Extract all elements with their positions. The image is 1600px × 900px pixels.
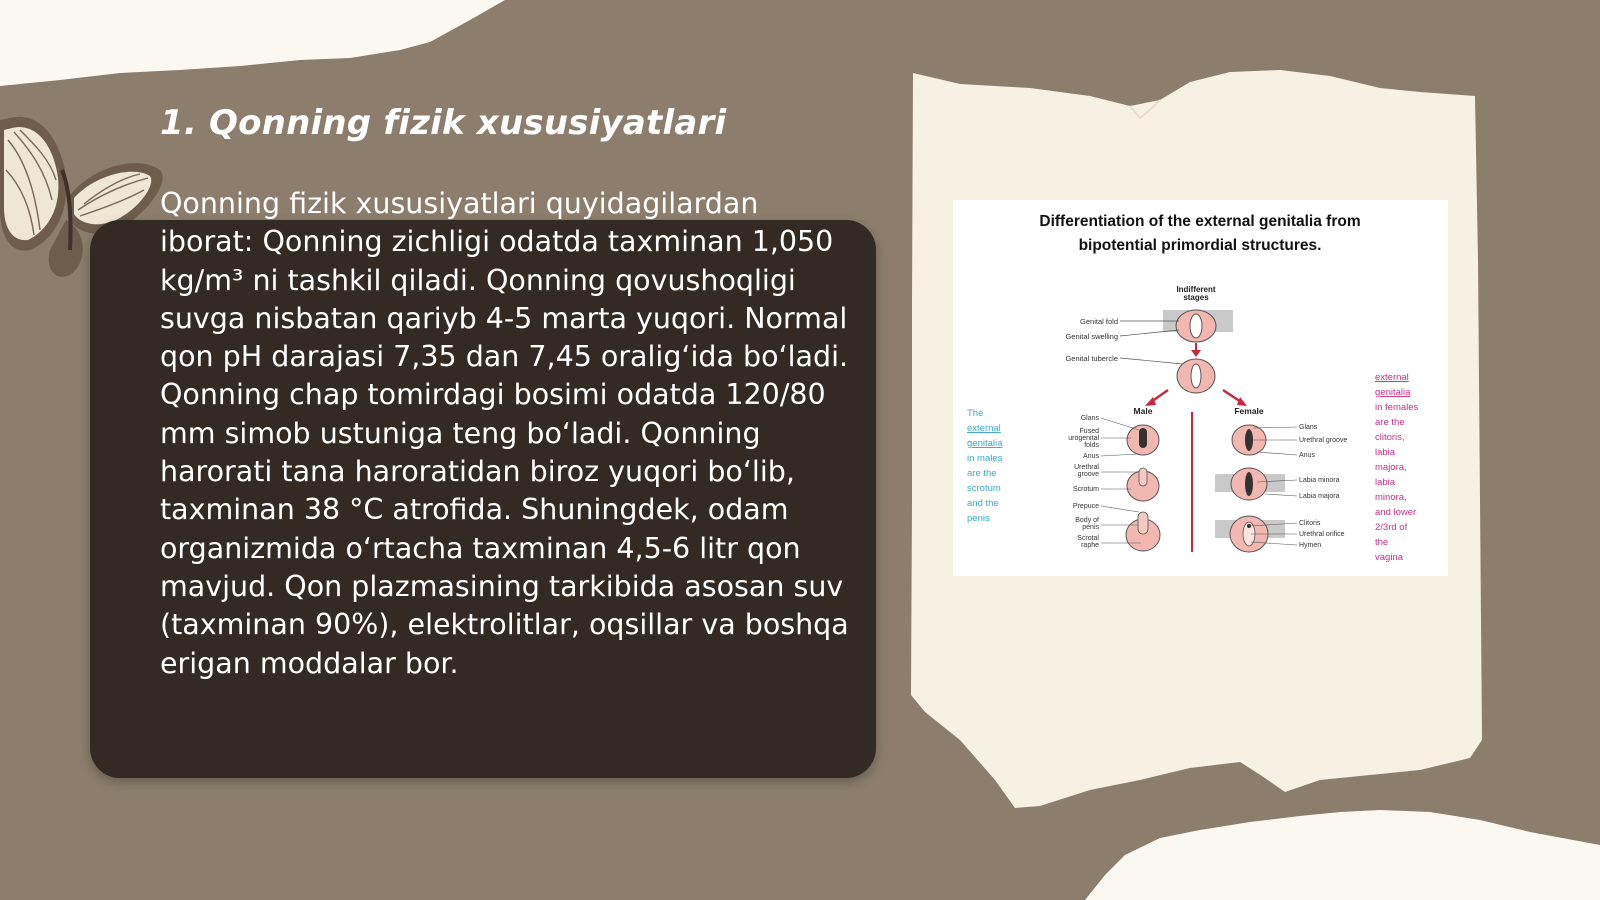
male-label-fused: Fused: [1079, 428, 1099, 435]
stage-label-1: Indifferent: [1176, 285, 1216, 294]
right-note-line-8: labia: [1375, 477, 1396, 488]
left-note-line-2: external: [967, 423, 1001, 434]
male-drawing-2: [1127, 468, 1159, 501]
right-note-line-4: are the: [1375, 417, 1405, 428]
male-label-groove: groove: [1077, 471, 1099, 478]
right-note-line-13: vagina: [1375, 552, 1403, 563]
right-note-line-10: and lower: [1375, 507, 1417, 518]
male-drawing-3: [1126, 512, 1160, 551]
left-note-line-1: The: [967, 408, 984, 419]
indifferent-label-2: Genital swelling: [1065, 332, 1118, 341]
male-label-penis: penis: [1082, 524, 1099, 531]
indifferent-stage-drawing-1: [1163, 310, 1233, 342]
male-label-scrotal: Scrotal: [1077, 535, 1099, 542]
left-note-line-4: in males: [967, 453, 1003, 464]
right-note-line-6: labia: [1375, 447, 1396, 458]
male-label-urethral: Urethral: [1074, 464, 1099, 471]
indifferent-label-1: Genital fold: [1080, 317, 1118, 326]
female-label-urethral-groove: Urethral groove: [1299, 437, 1348, 444]
male-label-body-of: Body of: [1075, 517, 1099, 524]
right-note-line-9: minora,: [1375, 492, 1407, 503]
left-note-line-3: genitalia: [967, 438, 1003, 449]
male-label-folds: folds: [1084, 442, 1099, 449]
male-label-prepuce: Prepuce: [1072, 503, 1099, 510]
indifferent-label-3: Genital tubercle: [1065, 354, 1118, 363]
left-note-line-5: are the: [967, 468, 997, 479]
female-drawing-2: [1215, 468, 1285, 500]
male-drawing-1: [1127, 425, 1159, 455]
right-note-line-12: the: [1375, 537, 1389, 548]
male-label-scrotum: Scrotum: [1072, 486, 1099, 493]
male-label-anus: Anus: [1083, 453, 1099, 460]
figure-title-line-2: bipotential primordial structures.: [1078, 237, 1322, 254]
left-note-line-7: and the: [967, 498, 999, 509]
female-label-glans: Glans: [1299, 424, 1318, 431]
male-heading: Male: [1133, 406, 1153, 416]
right-note-line-11: 2/3rd of: [1375, 522, 1408, 533]
right-note-line-7: majora,: [1375, 462, 1407, 473]
torn-paper-top-left: [0, 0, 505, 86]
left-note-line-6: scrotum: [967, 483, 1001, 494]
right-note-line-1: external: [1375, 372, 1409, 383]
female-heading: Female: [1234, 406, 1264, 416]
female-label-clitoris: Clitoris: [1299, 520, 1321, 527]
right-note-line-2: genitalia: [1375, 387, 1411, 398]
female-label-labia-minora: Labia minora: [1299, 477, 1340, 484]
female-label-hymen: Hymen: [1299, 542, 1322, 549]
diagram-figure: [953, 200, 1448, 576]
left-note-line-8: penis: [967, 513, 990, 524]
torn-paper-bottom-right: [1085, 810, 1600, 900]
slide-body-text: Qonning fizik xususiyatlari quyidagilardan iborat: Qonning zichligi odatda taxminan 1,050 kg/m³ ni tashkil qiladi. Qonning qovushoqligi suvga nisbatan qariyb 4-5 marta yuqori. Normal qon pH darajasi 7,35 dan 7,45 oralig‘ida bo‘ladi. Qonning chap tomirdagi bosimi odatda 120/80 mm simob ustuniga teng bo‘ladi. Qonning harorati tana haroratidan biroz yuqori bo‘lib, taxminan 38 °C atrofida. Shuningdek, odam organizmida o‘rtacha taxminan 4,5-6 litr qon mavjud. Qon plazmasining tarkibida asosan suv (taxminan 90%), elektrolitlar, oqsillar va boshqa erigan moddalar bor.: [160, 187, 849, 680]
slide-title: 1. Qonning fizik xususiyatlari: [160, 103, 727, 143]
female-label-anus: Anus: [1299, 452, 1315, 459]
female-label-labia-majora: Labia majora: [1299, 493, 1340, 500]
male-label-urogenital: urogenital: [1068, 435, 1099, 442]
stage-label-2: stages: [1183, 293, 1209, 302]
male-label-raphe: raphe: [1081, 542, 1099, 549]
right-note-line-5: clitoris,: [1375, 432, 1405, 443]
male-label-glans: Glans: [1080, 415, 1099, 422]
right-note-line-3: in females: [1375, 402, 1419, 413]
female-label-urethral-orifice: Urethral orifice: [1299, 531, 1345, 538]
figure-title-line-1: Differentiation of the external genitalia from: [1039, 213, 1361, 230]
